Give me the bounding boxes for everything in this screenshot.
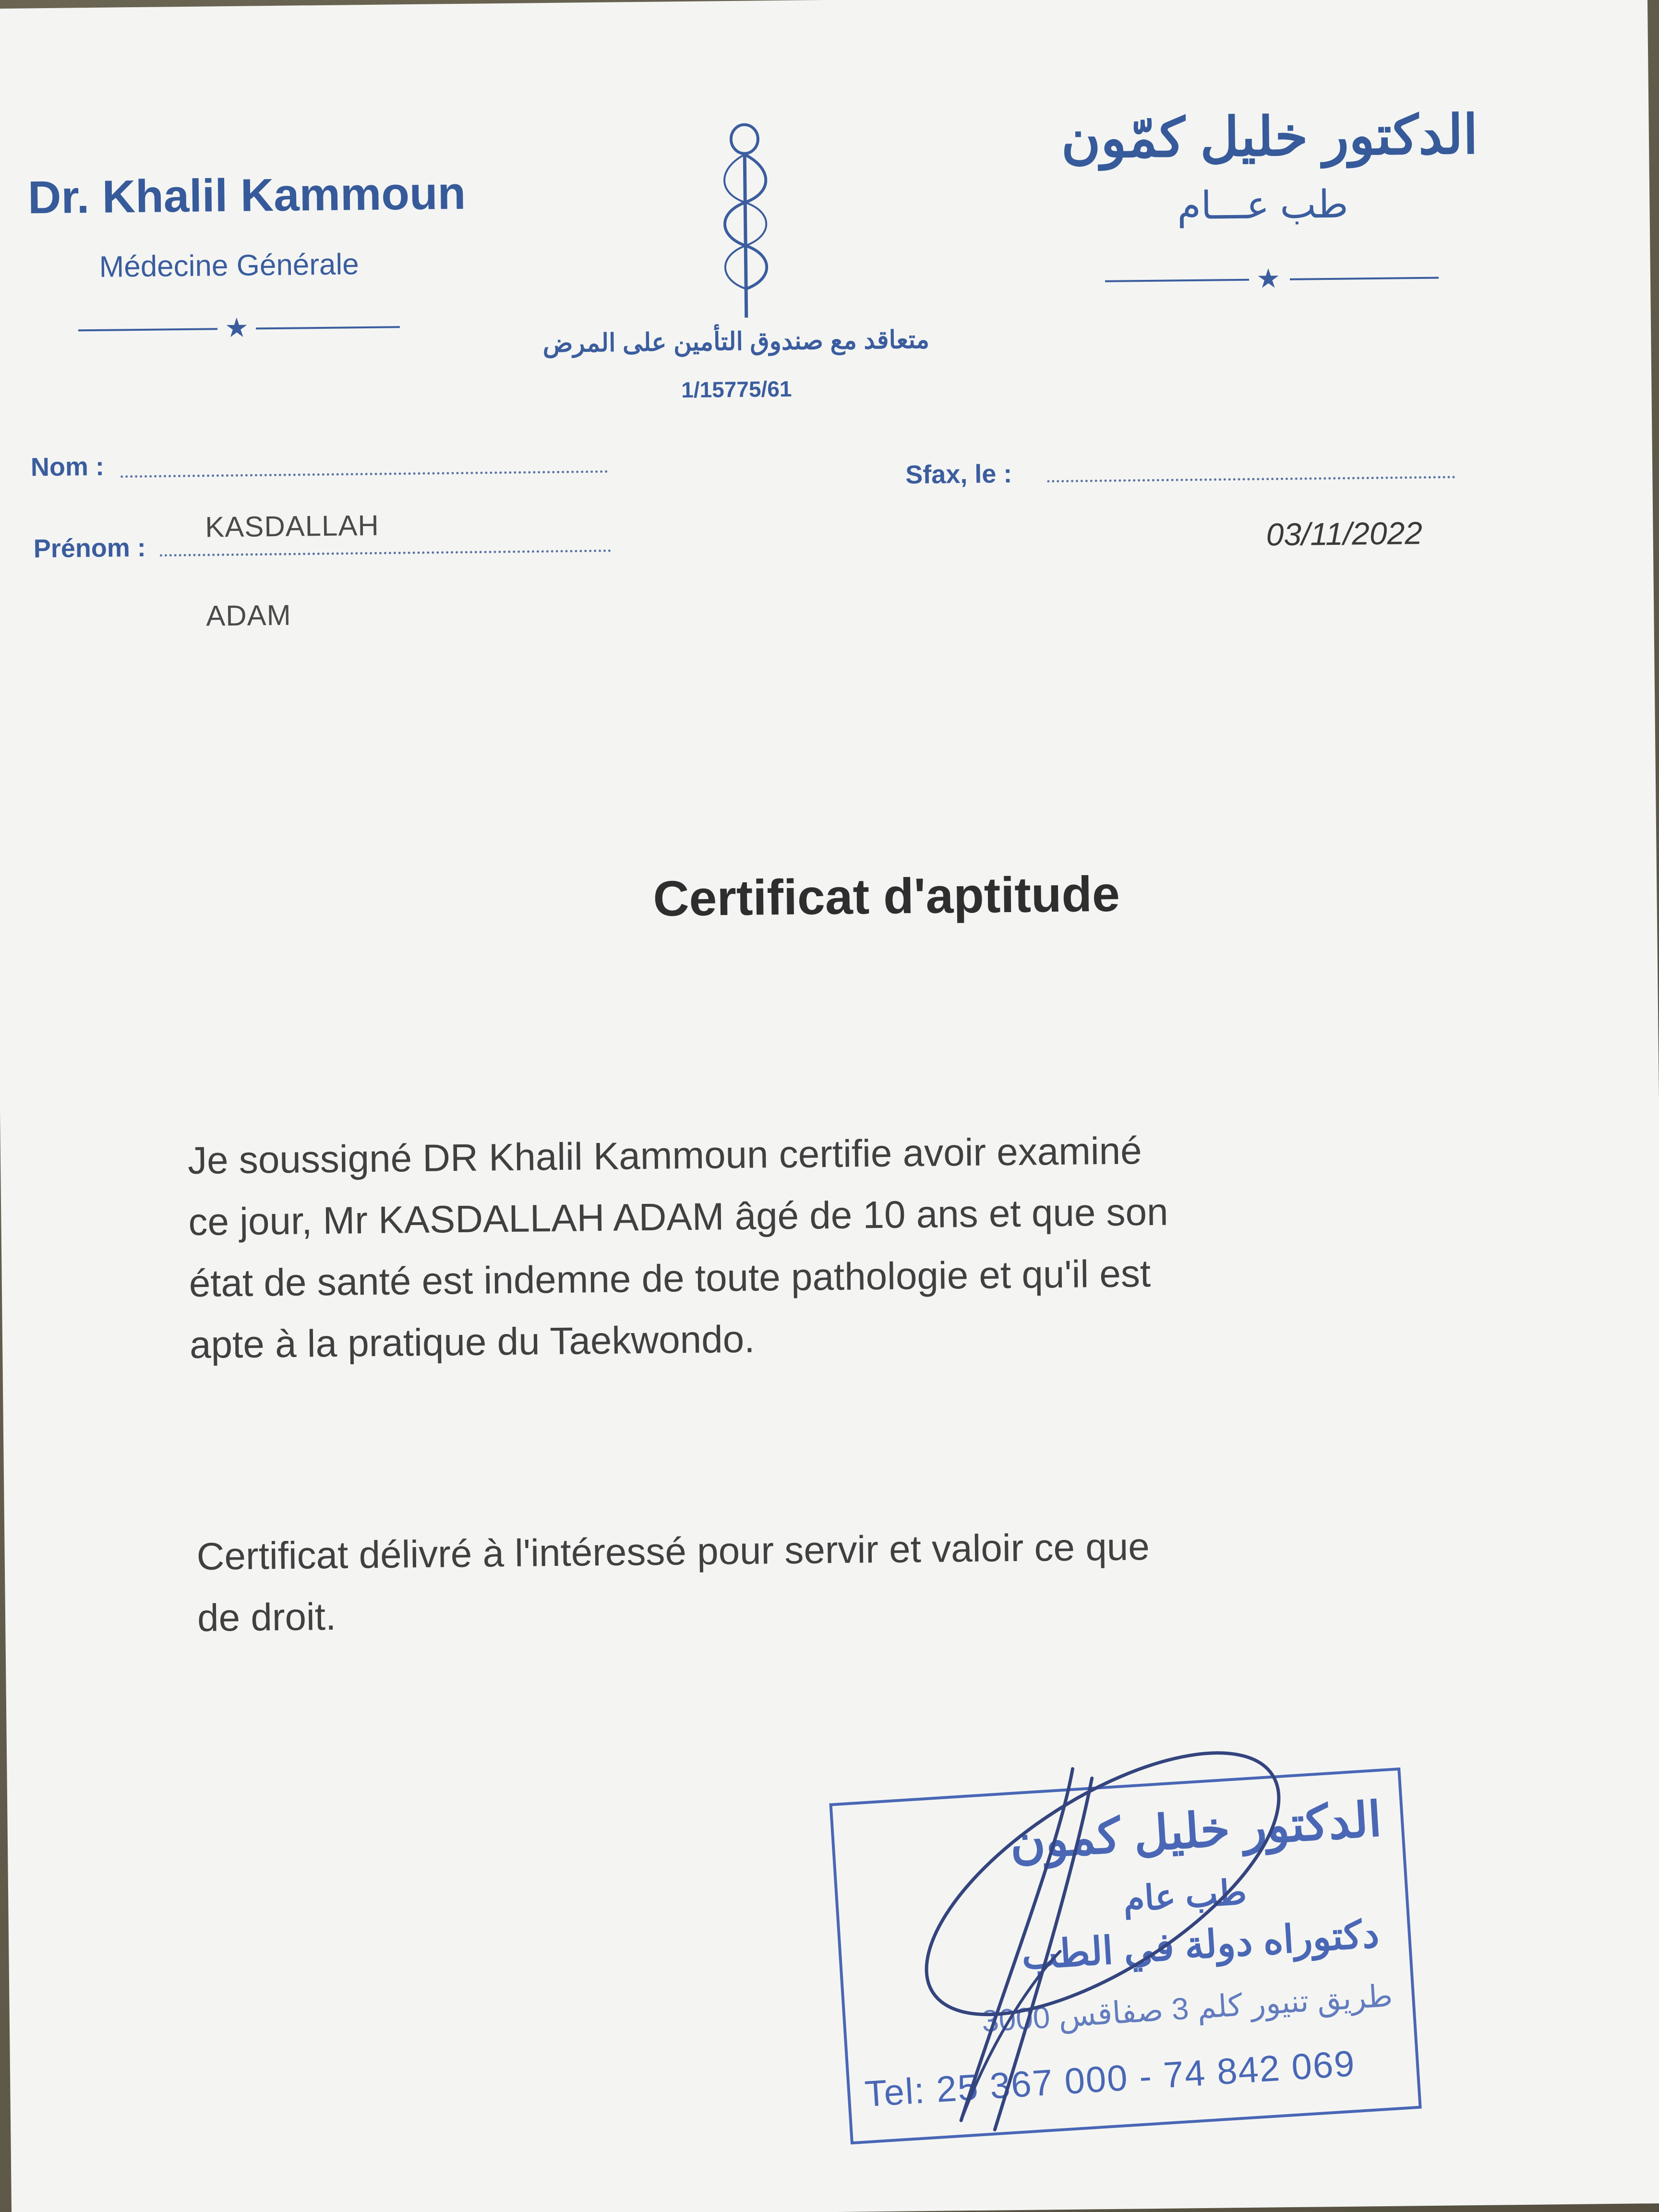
doctor-name-arabic: الدكتور خليل كمّون [1060,104,1479,169]
stamp-address: طريق تنيور كلم 3 صفاقس 3000 [980,1978,1394,2039]
divider-left: ★ [78,312,405,344]
certificate-closing [196,1513,1436,1649]
certificate-date: 03/11/2022 [1266,515,1423,553]
nom-label: Nom : [30,452,105,482]
doctor-speciality-arabic: طب عـــام [1177,182,1349,228]
statement-line: apte à la pratique du Taekwondo. [189,1317,755,1366]
prenom-label: Prénom : [33,533,146,564]
place-date-label: Sfax, le : [905,459,1012,490]
nom-line [120,470,608,478]
insurance-convention-text: متعاقد مع صندوق التأمين على المرض [542,325,930,358]
closing-line: Certificat délivré à l'intéressé pour servir et valoir ce que [196,1525,1150,1578]
statement-line: Je soussigné DR Khalil Kammoun certifie avoir examiné [187,1129,1142,1182]
convention-number: 1/15775/61 [681,376,792,403]
closing-line: de droit. [197,1595,337,1639]
statement-line: ce jour, Mr KASDALLAH ADAM âgé de 10 ans et que son [188,1190,1168,1243]
divider-right: ★ [1105,263,1442,295]
doctor-name: Dr. Khalil Kammoun [27,167,466,224]
firstname-value: ADAM [205,599,291,632]
surname-value: KASDALLAH [204,509,380,543]
stamp-speciality: طب عام [1122,1873,1248,1919]
date-line [1047,476,1455,482]
certificate-title: Certificat d'aptitude [652,866,1120,927]
statement-line: état de santé est indemne de toute pathologie et qu'il est [189,1252,1151,1305]
handwritten-signature [832,1722,1365,2150]
stamp-doctor-name: الدكتور خليل كمون [1008,1792,1383,1870]
caduceus-icon [691,120,798,323]
prenom-line [160,550,611,557]
stamp-phone: Tel: 25 367 000 - 74 842 069 [863,2043,1357,2115]
stamp-degree: دكتوراه دولة في الطب [1020,1912,1381,1978]
certificate-statement [187,1117,1428,1376]
doctor-speciality: Médecine Générale [99,248,360,284]
